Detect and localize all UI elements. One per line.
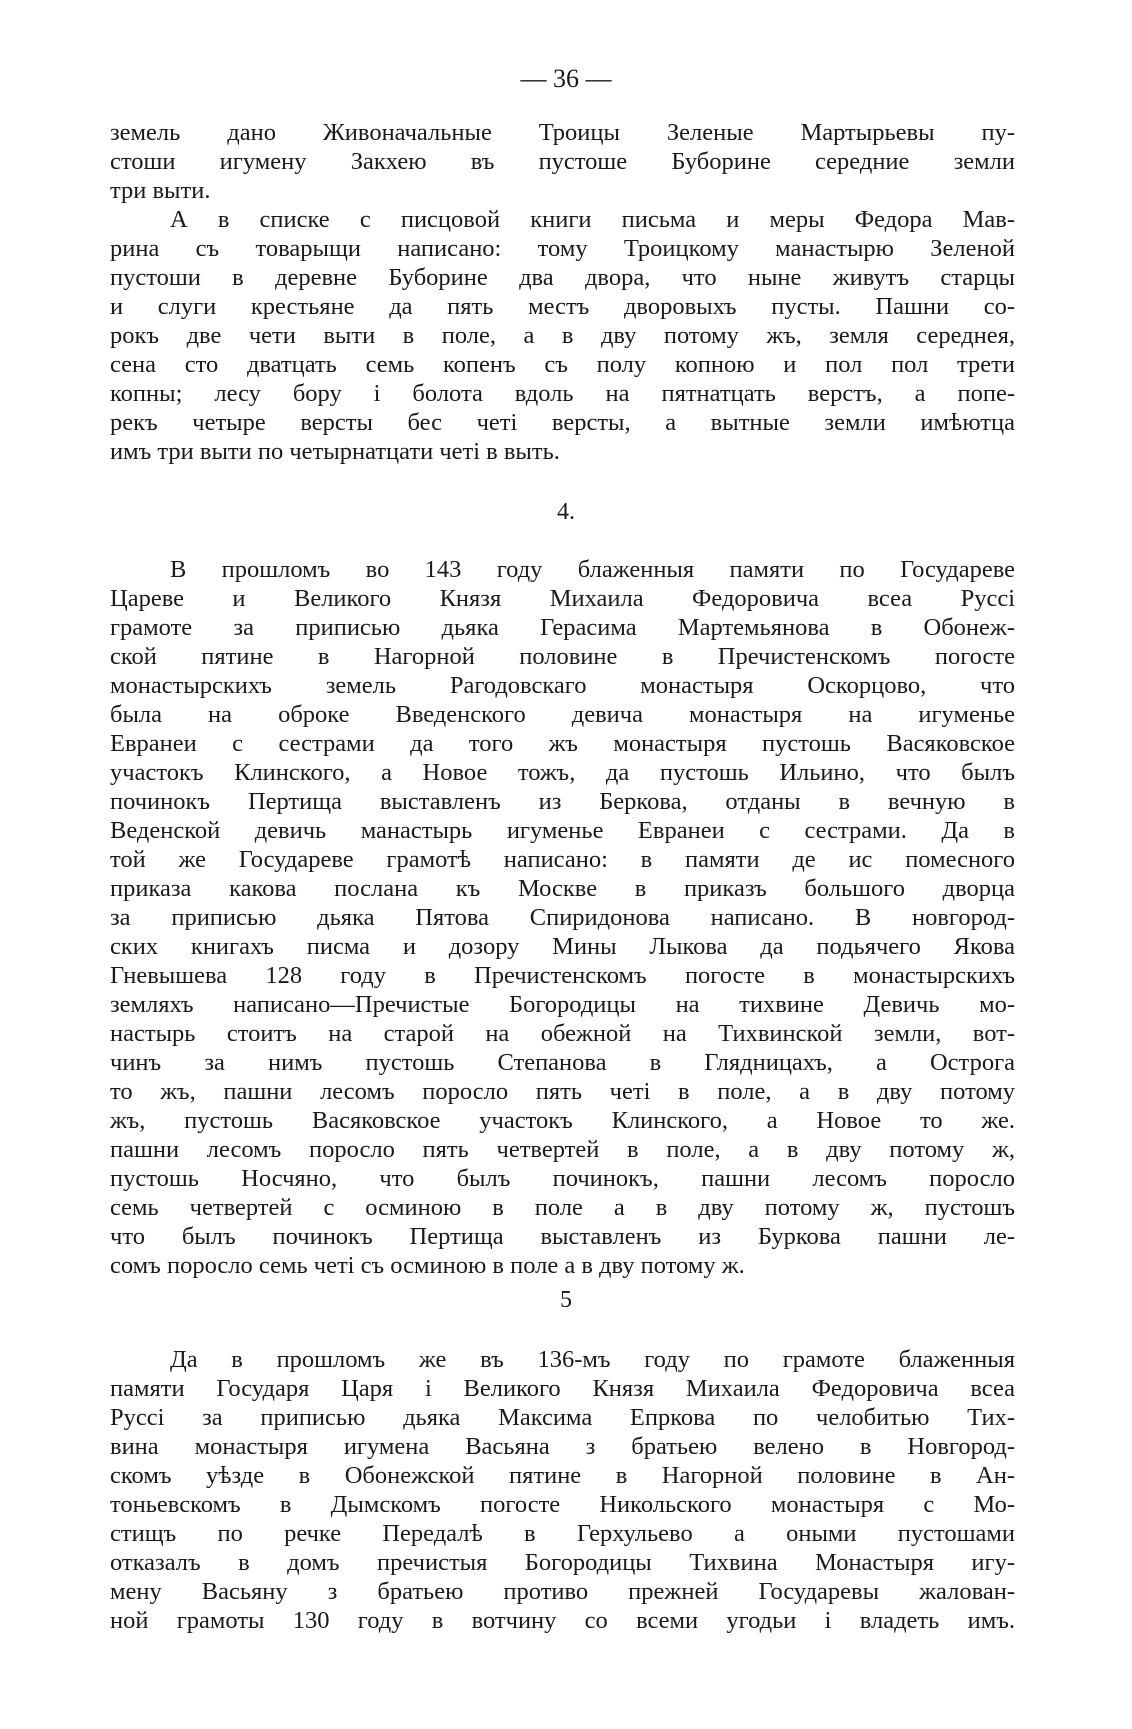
text-line: грамоте за приписью дьяка Герасима Мартемьянова в Обонеж-	[110, 614, 1015, 641]
text-line: Да в прошломъ же въ 136-мъ году по грамоте блаженныя	[170, 1346, 1015, 1373]
text-line: земляхъ написано—Пречистые Богородицы на тихвине Девичь мо-	[110, 991, 1015, 1018]
text-line: была на оброке Введенского девича монастыря на игуменье	[110, 701, 1015, 728]
text-line: той же Государеве грамотѣ написано: в памяти де ис помесного	[110, 846, 1015, 873]
text-line: приказа какова послана къ Москве в приказъ большого дворца	[110, 875, 1015, 902]
text-line: тоньевскомъ в Дымскомъ погосте Никольского монастыря с Мо-	[110, 1491, 1015, 1518]
text-line: вина монастыря игумена Васьяна з братьею велено в Новгород-	[110, 1433, 1015, 1460]
text-line: Евранеи с сестрами да того жъ монастыря пустошь Васяковское	[110, 730, 1015, 757]
paragraph-2	[110, 555, 1015, 1280]
text-line: монастырскихъ земель Рагодовскаго монастыря Оскорцово, что	[110, 672, 1015, 699]
text-line: мену Васьяну з братьею противо прежней Государевы жалован-	[110, 1578, 1015, 1605]
text-line: В прошломъ во 143 году блаженныя памяти по Государеве	[170, 556, 1015, 583]
text-line: рина съ товарыщи написано: тому Троицкому манастырю Зеленой	[110, 235, 1015, 262]
text-line: ских книгахъ писма и дозору Мины Лыкова да подьячего Якова	[110, 933, 1015, 960]
text-line: отказалъ в домъ пречистыя Богородицы Тихвина Монастыря игу-	[110, 1549, 1015, 1576]
text-line: сена сто дватцать семь копенъ съ полу копною и пол пол трети	[110, 351, 1015, 378]
text-line: починокъ Пертища выставленъ из Беркова, отданы в вечную в	[110, 788, 1015, 815]
text-line: пустоши в деревне Буборине два двора, что ныне живутъ старцы	[110, 264, 1015, 291]
text-line: скомъ уѣзде в Обонежской пятине в Нагорной половине в Ан-	[110, 1462, 1015, 1489]
text-line: ной грамоты 130 году в вотчину со всеми угодьи і владеть имъ.	[110, 1607, 1015, 1634]
text-line: Руссі за приписью дьяка Максима Епркова по челобитью Тих-	[110, 1404, 1015, 1431]
text-line: жъ, пустошь Васяковское участокъ Клинского, а Новое то же.	[110, 1107, 1015, 1134]
text-line: что былъ починокъ Пертища выставленъ из Буркова пашни ле-	[110, 1223, 1015, 1250]
paragraph-3	[110, 1345, 1015, 1635]
text-line: стоши игумену Закхею въ пустоше Буборине середние земли	[110, 148, 1015, 175]
text-line: рекъ четыре версты бес четі версты, а вытные земли имѣютца	[110, 409, 1015, 436]
page-number: — 36 —	[520, 64, 612, 93]
text-line: Веденской девичь манастырь игуменье Евранеи с сестрами. Да в	[110, 817, 1015, 844]
text-line: рокъ две чети выти в поле, а в дву потому жъ, земля середнея,	[110, 322, 1015, 349]
text-line: Цареве и Великого Князя Михаила Федоровича всеа Руссі	[110, 585, 1015, 612]
text-line: пустошь Носчяно, что былъ починокъ, пашни лесомъ поросло	[110, 1165, 1015, 1192]
text-line: за приписью дьяка Пятова Спиридонова написано. В новгород-	[110, 904, 1015, 931]
text-line: семь четвертей с осминою в поле а в дву потому ж, пустошъ	[110, 1194, 1015, 1221]
text-line: памяти Государя Царя і Великого Князя Михаила Федоровича всеа	[110, 1375, 1015, 1402]
text-line: сомъ поросло семь четі съ осминою в поле а в дву потому ж.	[110, 1252, 745, 1279]
text-line: и слуги крестьяне да пять местъ дворовыхъ пусты. Пашни со-	[110, 293, 1015, 320]
text-line: Гневышева 128 году в Пречистенскомъ погосте в монастырскихъ	[110, 962, 1015, 989]
text-line: пашни лесомъ поросло пять четвертей в поле, а в дву потому ж,	[110, 1136, 1015, 1163]
text-line: чинъ за нимъ пустошь Степанова в Глядницахъ, а Острога	[110, 1049, 1015, 1076]
text-line: участокъ Клинского, а Новое тожъ, да пустошь Ильино, что былъ	[110, 759, 1015, 786]
text-line: стищъ по речке Передалѣ в Герхульево а оными пустошами	[110, 1520, 1015, 1547]
text-line: земель дано Живоначальные Троицы Зеленые Мартырьевы пу-	[110, 119, 1015, 146]
text-line: настырь стоитъ на старой на обежной на Тихвинской земли, вот-	[110, 1020, 1015, 1047]
text-line: то жъ, пашни лесомъ поросло пять четі в поле, а в дву потому	[110, 1078, 1015, 1105]
text-line: имъ три выти по четырнатцати четі в выть.	[110, 438, 560, 465]
text-line: три выти.	[110, 177, 211, 204]
section-number: 4.	[557, 499, 575, 525]
paragraph-1	[110, 118, 1015, 466]
text-line: А в списке с писцовой книги письма и меры Федора Мав-	[170, 206, 1015, 233]
text-line: ской пятине в Нагорной половине в Пречистенскомъ погосте	[110, 643, 1015, 670]
text-line: копны; лесу бору і болота вдоль на пятнатцать верстъ, а попе-	[110, 380, 1015, 407]
section-number: 5	[560, 1287, 572, 1313]
